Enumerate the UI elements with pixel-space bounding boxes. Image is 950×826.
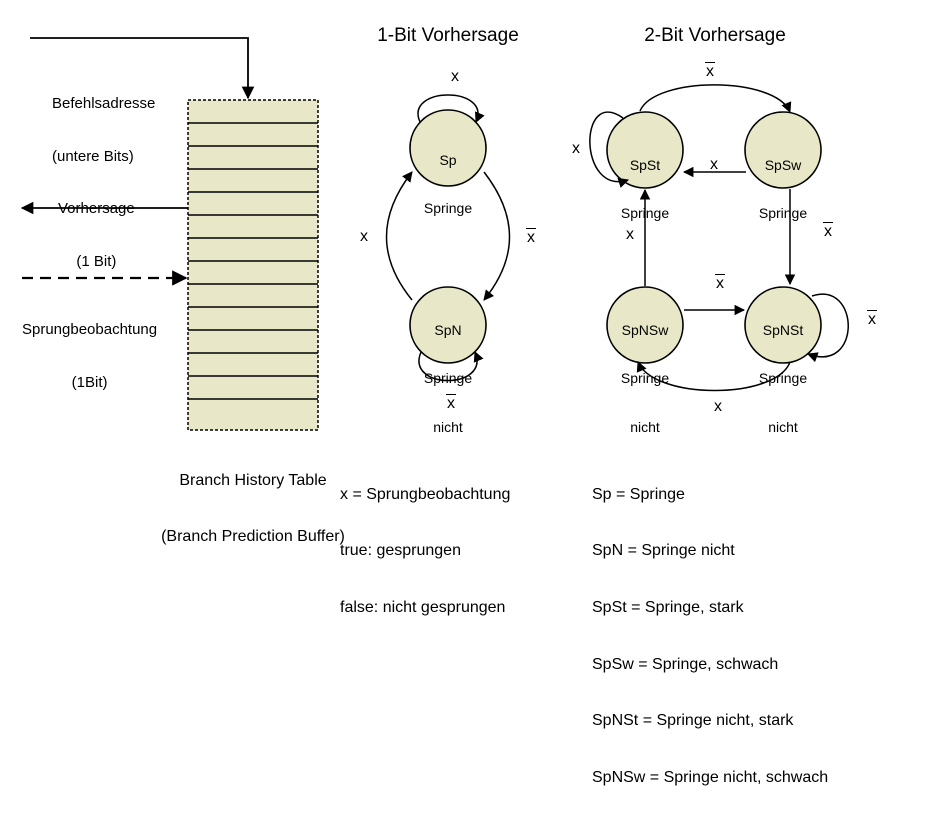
state-label-sp [408,120,488,249]
transition-label-spnst-to-spnsw: x [714,398,722,415]
overline-x: x [527,229,535,246]
observation-label-line1: Sprungbeobachtung [22,321,158,339]
bht-caption-line1: Branch History Table [179,471,327,489]
two-bit-title: 2-Bit Vorhersage [644,25,786,46]
observation-label [22,286,157,428]
observation-label-line2: (1Bit) [71,374,108,392]
overline-x: x [447,395,455,412]
state-desc-spn-l2: nicht [433,418,463,435]
state-desc-spsw: Springe [758,205,808,222]
state-desc-spnst-l1: Springe [758,370,808,387]
transition-label-sp-to-spn [527,228,535,248]
overline-x: x [824,223,832,240]
state-name-spst: SpSt [629,157,661,174]
state-desc-spnsw-l1: Springe [620,370,670,387]
state-desc-spst: Springe [620,205,670,222]
bht-caption-line2: (Branch Prediction Buffer) [161,528,345,546]
state-label-spsw [743,125,823,254]
address-label-line1: Befehlsadresse [52,95,156,113]
transition-label-self-loop-sp: x [451,68,459,85]
state-label-spnsw [605,290,685,467]
prediction-label-line1: Vorhersage [58,200,135,218]
two-bit-legend-2: SpSt = Springe, stark [592,599,744,616]
transition-label-spn-to-sp: x [360,228,368,245]
transition-label-self-loop-spst: x [572,140,580,157]
state-desc-spnsw-l2: nicht [630,418,660,435]
state-name-spsw: SpSw [764,157,802,174]
transition-label-spsw-to-spnst [824,222,832,242]
transition-label-self-loop-spnst [868,310,876,330]
one-bit-legend-2: false: nicht gesprungen [340,599,506,616]
state-name-spn: SpN [434,322,462,339]
state-desc-spn-l1: Springe [423,370,473,387]
one-bit-legend-0: x = Sprungbeobachtung [340,485,511,503]
bht-table [188,100,318,430]
transition-label-spst-to-spsw [706,62,714,82]
two-bit-legend-4: SpNSt = Springe nicht, stark [592,712,794,730]
state-name-spnsw: SpNSw [621,322,669,339]
two-bit-legend [592,448,828,826]
state-name-spnst: SpNSt [762,322,804,339]
state-desc-spnst-l2: nicht [768,418,798,435]
state-label-spn [408,290,488,467]
overline-x: x [706,63,714,80]
two-bit-legend-0: Sp = Springe [592,485,685,503]
transition-label-self-loop-spn [447,394,455,414]
state-label-spst [605,125,685,254]
two-bit-legend-3: SpSw = Springe, schwach [592,655,779,673]
state-name-sp: Sp [439,152,457,169]
overline-x: x [868,311,876,328]
one-bit-title: 1-Bit Vorhersage [377,25,519,46]
state-desc-sp: Springe [423,200,473,217]
one-bit-legend [340,448,510,656]
state-label-spnst [743,290,823,467]
transition-label-spnsw-to-spst: x [626,226,634,243]
two-bit-legend-1: SpN = Springe nicht [592,542,735,560]
two-bit-legend-5: SpNSw = Springe nicht, schwach [592,768,829,786]
one-bit-legend-1: true: gesprungen [340,542,461,560]
address-label-line2: (untere Bits) [52,148,134,166]
overline-x: x [716,275,724,292]
transition-label-spsw-to-spst: x [710,156,718,173]
prediction-label-line2: (1 Bit) [76,253,117,271]
transition-label-spnsw-to-spnst [716,274,724,294]
